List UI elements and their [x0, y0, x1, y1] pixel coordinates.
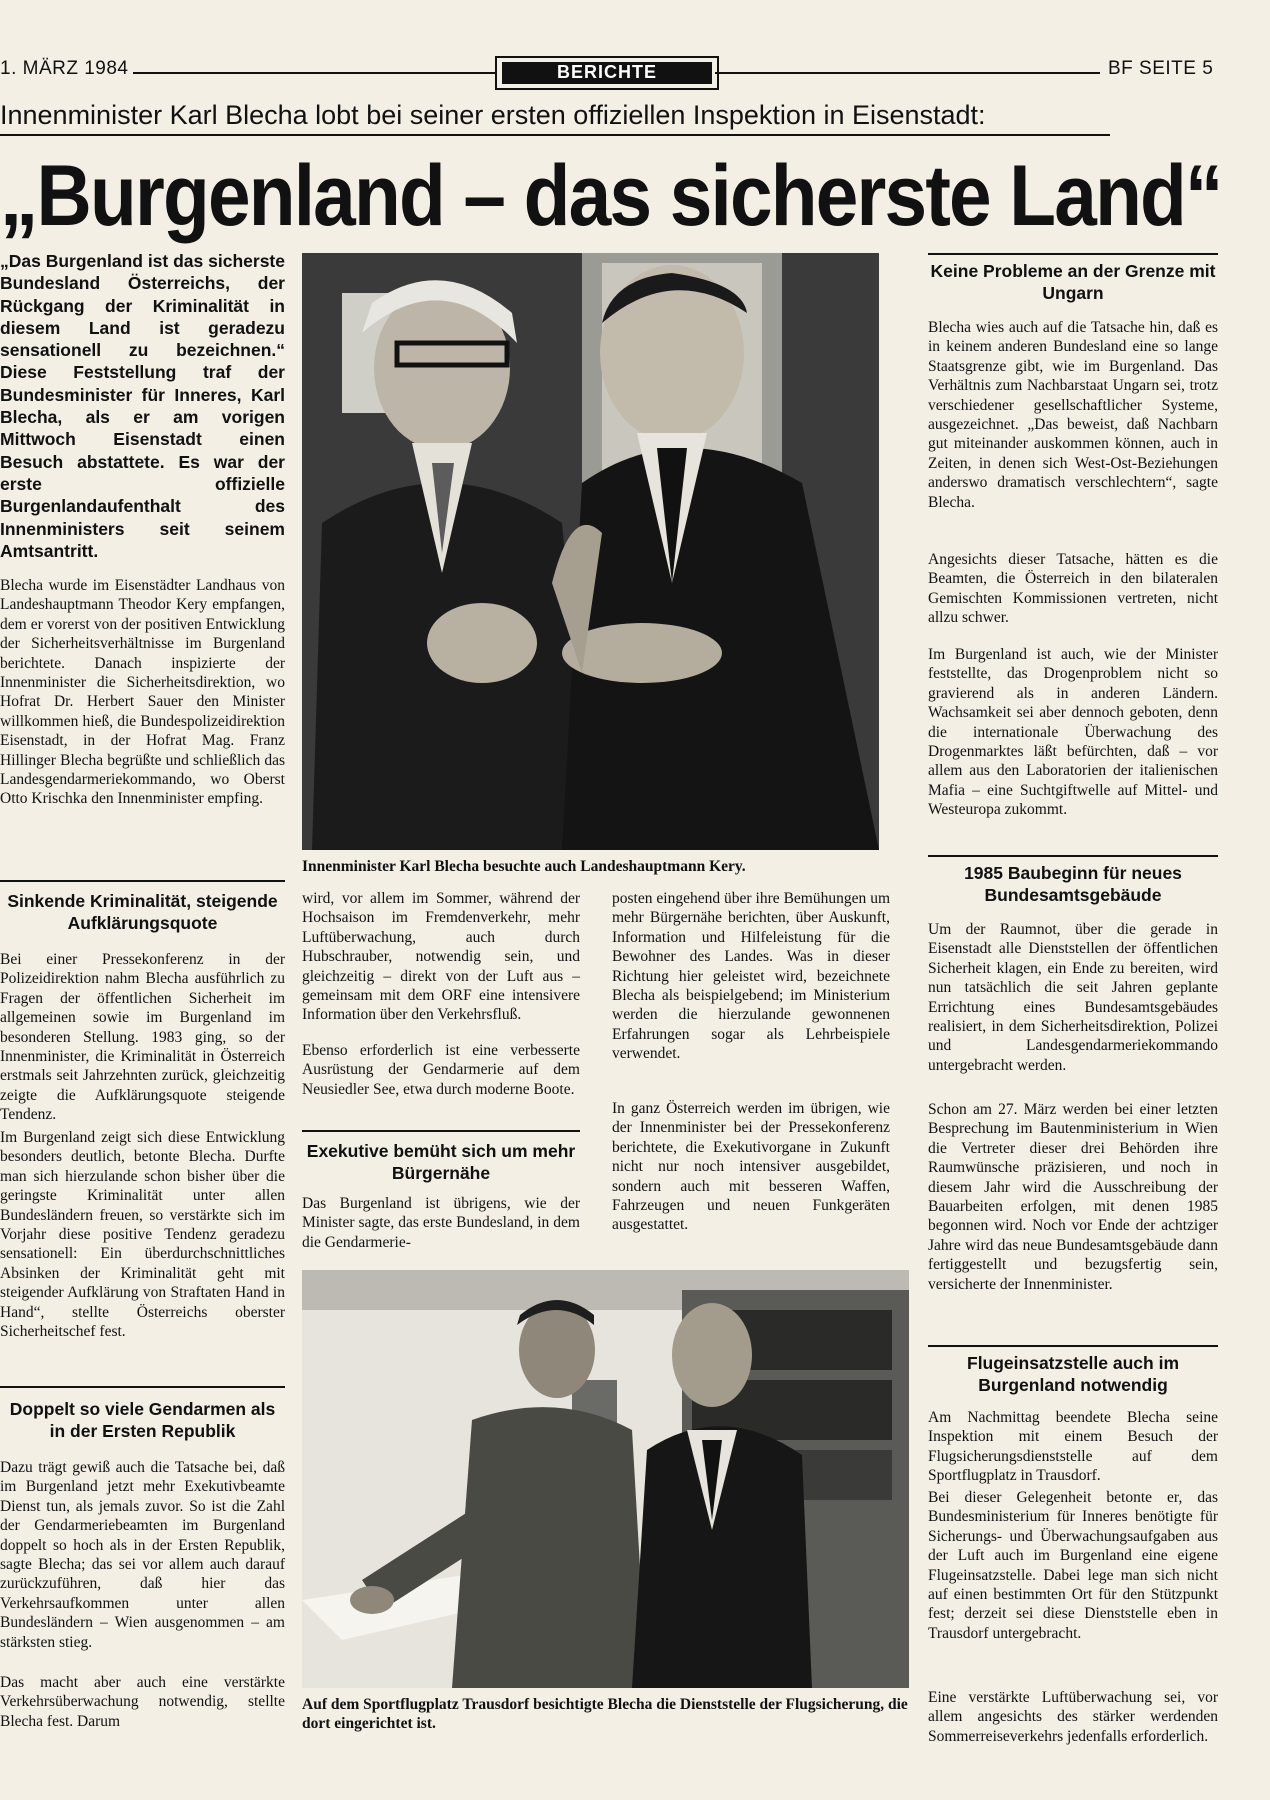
mid-paragraph-4: posten eingehend über ihre Bemühungen um mehr Bürgernähe berichten, über Auskunft, Information und Hilfeleistung für die Bewohner des Landes. Was in dieser Richtung hier geleistet wird, bezeichnete Blecha als beispielgebend; im Ministerium werden die hierzulande gewonnenen Erfahrungen sogar als Lehrbeispiele verwendet. [612, 890, 890, 1063]
issue-date: 1. MÄRZ 1984 [0, 58, 129, 79]
section-label: BERICHTE [502, 62, 712, 84]
subhead-rule [0, 880, 285, 882]
photo-blecha-kery [302, 253, 879, 850]
page-number: BF SEITE 5 [1108, 58, 1214, 79]
subhead-rule [0, 1386, 285, 1388]
photo-flugsicherung [302, 1270, 909, 1688]
subhead-bundesamtsgebaeude: 1985 Baubeginn für neues Bundesamtsgebäude [964, 863, 1182, 905]
lead-paragraph: „Das Burgenland ist das sicherste Bundesland Österreichs, der Rückgang der Kriminalität in diesem Land ist geradezu sensationell zu bezeichnen.“ Diese Feststellung traf der Bundesminister für Inneres, Karl Blecha, als er am vorigen Mittwoch Eisenstadt einen Besuch abstattete. Es war der erste offizielle Burgenlandaufenthalt des Innenministers seit seinem Amtsantritt. [0, 251, 285, 561]
right-paragraph-8: Eine verstärkte Luftüberwachung sei, vor allem angesichts des stärker werdenden Sommerreiseverkehrs jedenfalls erforderlich. [928, 1689, 1218, 1745]
kicker: Innenminister Karl Blecha lobt bei seiner ersten offiziellen Inspektion in Eisenstadt: [0, 100, 986, 130]
subhead-buergernaehe: Exekutive bemüht sich um mehr Bürgernähe [306, 1141, 576, 1183]
subhead-rule [928, 1345, 1218, 1347]
kicker-rule [0, 134, 1110, 136]
body-paragraph-1: Blecha wurde im Eisenstädter Landhaus von Landeshauptmann Theodor Kery empfangen, dem er vorerst von der positiven Entwicklung der Sicherheitsverhältnisse im Burgenland berichtete. Danach inspizierte der Innenminister die Sicherheitsdirektion, wo Hofrat Dr. Herbert Sauer den Minister willkommen hieß, die Bundespolizeidirektion Eisenstadt, in der Hofrat Mag. Franz Hillinger Blecha begrüßte und schließlich das Landesgendarmeriekommando, wo Oberst Otto Krischka den Innenminister empfing. [0, 577, 285, 808]
subhead-flugeinsatzstelle: Flugeinsatzstelle auch im Burgenland notwendig [967, 1353, 1179, 1395]
body-paragraph-2a: Bei einer Pressekonferenz in der Polizeidirektion nahm Blecha ausführlich zu Fragen der öffentlichen Sicherheit im allgemeinen sowie im Burgenland im besonderen Stellung. 1983 ging, so der Innenminister, die Kriminalität in Österreich erstmals seit Jahrzehnten zurück, gleichzeitig zeigte die Aufklärungsquote steigende Tendenz. [0, 951, 285, 1124]
right-paragraph-4: Um der Raumnot, über die gerade in Eisenstadt alle Dienststellen der öffentlichen Sicherheit klagen, ein Ende zu bereiten, wird nun tatsächlich die seit Jahren geplante Errichtung eines Bundesamtsgebäudes realisiert, in dem Sicherheitsdirektion, Polizei und Landesgendarmeriekommando untergebracht werden. [928, 921, 1218, 1074]
subhead-ungarn: Keine Probleme an der Grenze mit Ungarn [930, 261, 1216, 303]
headline: „Burgenland – das sicherste Land“ [0, 148, 1222, 244]
mid-paragraph-2: Ebenso erforderlich ist eine verbesserte Ausrüstung der Gendarmerie auf dem Neusiedler See, etwa durch moderne Boote. [302, 1042, 580, 1098]
right-paragraph-7: Bei dieser Gelegenheit betonte er, das Bundesministerium für Inneres benötigte für Sicherungs- und Überwachungsaufgaben aus der Luft auch im Burgenland eine eigene Flugeinsatzstelle. Dabei lege man sich nicht auf einen bestimmten Ort für den Stützpunkt fest; derzeit sei diese Dienststelle eben in Trausdorf untergebracht. [928, 1489, 1218, 1642]
photo-caption-1: Innenminister Karl Blecha besuchte auch Landeshauptmann Kery. [302, 858, 746, 875]
subhead-gendarmen: Doppelt so viele Gendarmen als in der Ersten Republik [9, 1399, 276, 1441]
subhead-rule [928, 855, 1218, 857]
right-paragraph-2: Angesichts dieser Tatsache, hätten es die Beamten, die Österreich in den bilateralen Gemischten Kommissionen vertreten, nicht allzu schwer. [928, 551, 1218, 627]
mid-paragraph-3: Das Burgenland ist übrigens, wie der Minister sagte, das erste Bundesland, in dem die Gendarmerie- [302, 1195, 580, 1251]
subhead-kriminalitaet: Sinkende Kriminalität, steigende Aufklärungsquote [7, 891, 278, 933]
right-paragraph-3: Im Burgenland ist auch, wie der Minister feststellte, das Drogenproblem nicht so gravierend als in anderen Ländern. Wachsamkeit sei aber dennoch geboten, denn die internationale Überwachung des Drogenmarktes läßt befürchten, daß – vor allem aus den Laboratorien der italienischen Mafia – eine Suchtgiftwelle auf Mittel- und Westeuropa zukommt. [928, 646, 1218, 819]
body-paragraph-3a: Dazu trägt gewiß auch die Tatsache bei, daß im Burgenland jetzt mehr Exekutivbeamte Dienst tun, als jemals zuvor. So ist die Zahl der Gendarmeriebeamten im Burgenland doppelt so hoch als in der Ersten Republik, sagte Blecha; das sei vor allem auch darauf zurückzuführen, daß hier das Verkehrsaufkommen unter allen Bundesländern – Wien ausgenommen – am stärksten stieg. [0, 1459, 285, 1651]
body-paragraph-3b: Das macht aber auch eine verstärkte Verkehrsüberwachung notwendig, stellte Blecha fest. Darum [0, 1674, 285, 1730]
right-paragraph-5: Schon am 27. März werden bei einer letzten Besprechung im Bautenministerium in Wien die Vertreter dieser drei Behörden ihre Raumwünsche präzisieren, und noch in diesem Jahr wird die Ausschreibung der Bauarbeiten erfolgen, mit denen 1985 begonnen wird. Noch vor Ende der achtziger Jahre wird das neue Bundesamtsgebäude dann fertiggestellt und bezugsfertig sein, versicherte der Innenminister. [928, 1101, 1218, 1293]
photo-caption-2: Auf dem Sportflugplatz Trausdorf besichtigte Blecha die Dienststelle der Flugsicherung, die dort eingerichtet ist. [302, 1696, 908, 1732]
subhead-rule [302, 1130, 580, 1132]
subhead-rule [928, 253, 1218, 255]
header-rule-left [133, 72, 495, 74]
mid-paragraph-1: wird, vor allem im Sommer, während der Hochsaison im Fremdenverkehr, mehr Luftüberwachung, auch durch Hubschrauber, notwendig sein, und gleichzeitig – direkt von der Luft aus – gemeinsam mit dem ORF eine intensivere Information über den Verkehrsfluß. [302, 890, 580, 1024]
body-paragraph-2b: Im Burgenland zeigt sich diese Entwicklung besonders deutlich, betonte Blecha. Durfte man sich hierzulande schon bisher über die geringste Kriminalität unter allen Bundesländern freuen, so verstärkte sich im Vorjahr diese positive Tendenz geradezu sensationell: Ein überdurchschnittliches Absinken der Kriminalität geht mit steigender Aufklärung von Straftaten Hand in Hand“, stellte Österreichs oberster Sicherheitschef fest. [0, 1129, 285, 1341]
section-badge [495, 56, 719, 90]
right-paragraph-1: Blecha wies auch auf die Tatsache hin, daß es in keinem anderen Bundesland eine so lange Staatsgrenze gibt, wie im Burgenland. Das Verhältnis zum Nachbarstaat Ungarn sei, trotz verschiedener gesellschaftlicher Systeme, ausgezeichnet. „Das beweist, daß Nachbarn gut miteinander auskommen können, auch in Zeiten, in denen sich West-Ost-Beziehungen anderswo dramatisch verschlechtern“, sagte Blecha. [928, 319, 1218, 511]
header-rule-right [715, 72, 1100, 74]
right-paragraph-6: Am Nachmittag beendete Blecha seine Inspektion mit einem Besuch der Flugsicherungsdienststelle auf dem Sportflugplatz in Trausdorf. [928, 1409, 1218, 1485]
mid-paragraph-5: In ganz Österreich werden im übrigen, wie der Innenminister bei der Pressekonferenz berichtete, die Exekutivorgane in Zukunft nicht nur noch intensiver ausgebildet, sondern auch mit besseren Waffen, Fahrzeugen und neuen Funkgeräten ausgestattet. [612, 1100, 890, 1234]
